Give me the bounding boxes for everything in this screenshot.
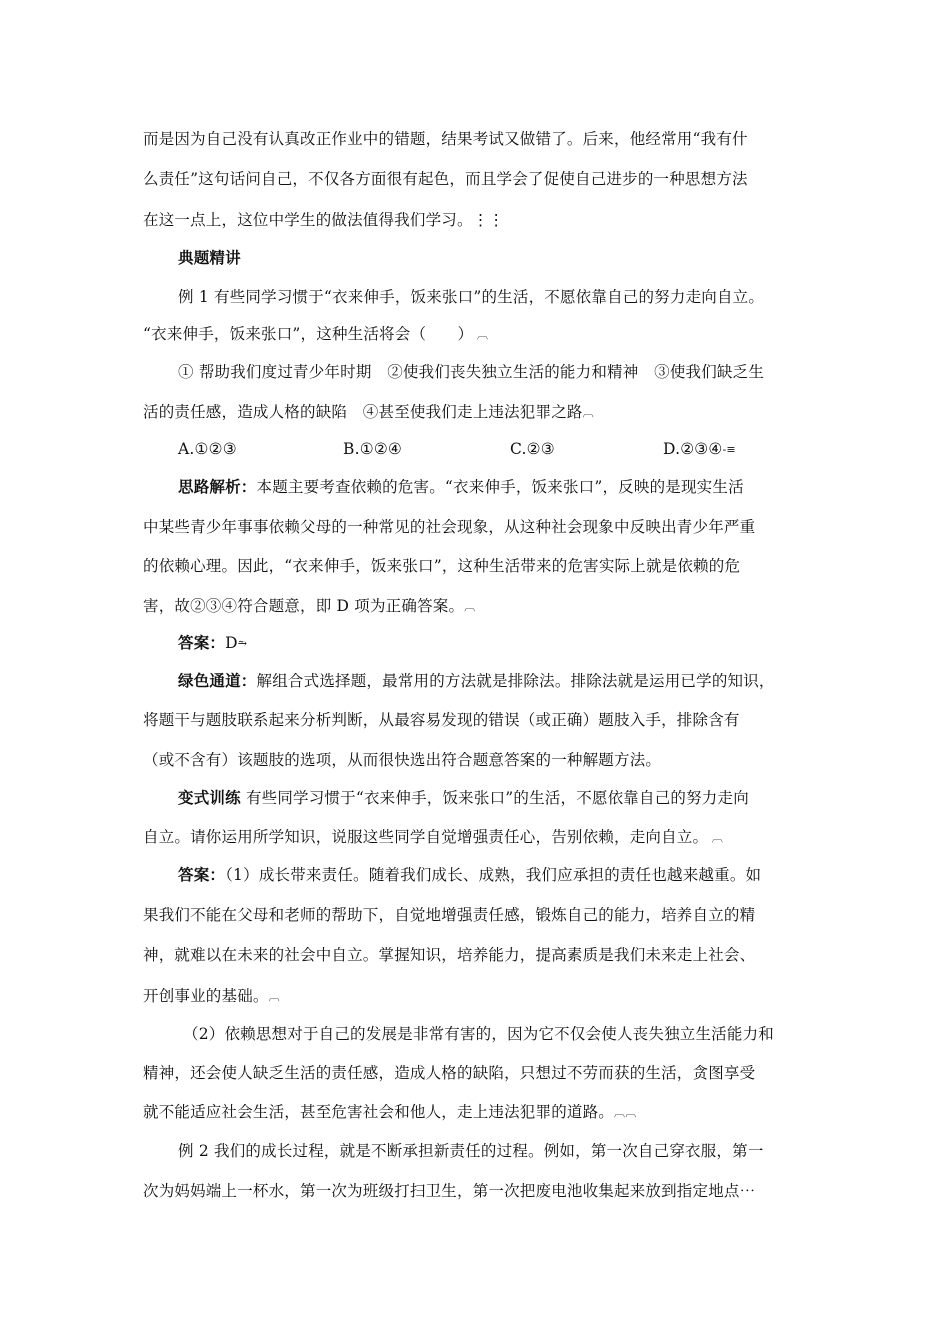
options-row xyxy=(178,439,798,459)
variant-text-1: 有些同学习惯于“衣来伸手，饭来张口”的生活，不愿依靠自己的努力走向 xyxy=(240,789,749,807)
analysis-line-3: 的依赖心理。因此，“衣来伸手，饭来张口”，这种生活带来的危害实际上就是依赖的危 xyxy=(143,557,741,575)
green-channel-text-1: 解组合式选择题，最常用的方法就是排除法。排除法就是运用已学的知识， xyxy=(256,672,775,690)
answer1-label: 答案： xyxy=(178,633,226,652)
answer1-line xyxy=(178,633,247,654)
paragraph-mark-icon: ︹ xyxy=(464,600,476,613)
option-b: B.①②④ xyxy=(343,440,403,458)
answer2-line-5: （2）依赖思想对于自己的发展是非常有害的，因为它不仅会使人丧失独立生活能力和 xyxy=(183,1025,774,1043)
option-a: A.①②③ xyxy=(178,440,237,458)
analysis-line-1 xyxy=(178,477,744,497)
example1-line-2 xyxy=(143,324,488,345)
variant-line-2 xyxy=(143,827,723,848)
example2-line-1: 例 2 我们的成长过程，就是不断承担新责任的过程。例如，第一次自己穿衣服，第一 xyxy=(178,1142,764,1160)
analysis-text-1: 本题主要考查依赖的危害。“衣来伸手，饭来张口”，反映的是现实生活 xyxy=(256,478,744,496)
analysis-line-4 xyxy=(143,596,475,617)
answer2-line-3: 神，就难以在未来的社会中自立。掌握知识，培养能力，提高素质是我们未来走上社会、 xyxy=(143,946,756,964)
choices-line-2-text: 活的责任感，造成人格的缺陷 ④甚至使我们走上违法犯罪之路 xyxy=(143,403,583,421)
paragraph-mark-icon: ︹ xyxy=(268,990,280,1003)
green-channel-line-1 xyxy=(178,671,775,691)
answer2-text-4: 开创事业的基础。 xyxy=(143,987,269,1005)
paragraph-mark-icon: ︹︹ xyxy=(614,1106,637,1119)
paragraph-mark-icon: -≡ xyxy=(722,443,736,456)
analysis-label: 思路解析： xyxy=(178,477,257,496)
choices-line-2 xyxy=(143,402,594,423)
variant-line-1 xyxy=(178,788,749,808)
example1-line-2-text: “衣来伸手，饭来张口”，这种生活将会（ ） xyxy=(143,325,474,343)
intro-line-1: 而是因为自己没有认真改正作业中的错题，结果考试又做错了。后来，他经常用“我有什 xyxy=(143,130,748,148)
choices-line-1: ① 帮助我们度过青少年时期 ②使我们丧失独立生活的能力和精神 ③使我们缺乏生 xyxy=(178,363,765,381)
answer2-line-7 xyxy=(143,1102,636,1123)
answer2-text-1: （1）成长带来责任。随着我们成长、成熟，我们应承担的责任也越来越重。如 xyxy=(225,866,762,884)
variant-text-2: 自立。请你运用所学知识，说服这些同学自觉增强责任心，告别依赖，走向自立。 xyxy=(143,828,709,846)
answer2-line-2: 果我们不能在父母和老师的帮助下，自觉地增强责任感，锻炼自己的能力，培养自立的精 xyxy=(143,906,756,924)
paragraph-mark-icon: ︹ xyxy=(473,328,489,341)
section-heading: 典题精讲 xyxy=(178,248,241,267)
answer1-value: D xyxy=(225,634,238,652)
paragraph-mark-icon: ︹ xyxy=(708,831,724,844)
answer2-line-6: 精神，还会使人缺乏生活的责任感，造成人格的缺陷，只想过不劳而获的生活，贪图享受 xyxy=(143,1064,756,1082)
example1-line-1: 例 1 有些同学习惯于“衣来伸手，饭来张口”的生活，不愿依靠自己的努力走向自立。 xyxy=(178,288,765,306)
variant-label: 变式训练 xyxy=(178,788,241,807)
answer2-text-7: 就不能适应社会生活，甚至危害社会和他人，走上违法犯罪的道路。 xyxy=(143,1103,615,1121)
analysis-text-4: 害，故②③④符合题意，即 D 项为正确答案。 xyxy=(143,597,465,615)
answer2-label: 答案： xyxy=(178,865,226,884)
option-c: C.②③ xyxy=(510,440,555,458)
green-channel-line-2: 将题干与题肢联系起来分析判断，从最容易发现的错误（或正确）题肢入手，排除含有 xyxy=(143,711,740,729)
answer2-line-1 xyxy=(178,865,761,885)
intro-line-2: 么责任”这句话问自己，不仅各方面很有起色，而且学会了促使自己进步的一种思想方法 xyxy=(143,170,748,188)
analysis-line-2: 中某些青少年事事依赖父母的一种常见的社会现象，从这种社会现象中反映出青少年严重 xyxy=(143,518,756,536)
option-d-text: D.②③④ xyxy=(663,440,723,458)
green-channel-label: 绿色通道： xyxy=(178,671,257,690)
green-channel-line-3: （或不含有）该题肢的选项，从而很快选出符合题意答案的一种解题方法。 xyxy=(143,751,662,769)
answer2-line-4 xyxy=(143,986,280,1007)
option-d xyxy=(663,439,736,460)
intro-line-3: 在这一点上，这位中学生的做法值得我们学习。⋮⋮ xyxy=(143,211,505,229)
paragraph-mark-icon: ⥲ xyxy=(237,637,248,650)
example2-line-2: 次为妈妈端上一杯水，第一次为班级打扫卫生，第一次把废电池收集起来放到指定地点⋯ xyxy=(143,1182,756,1200)
paragraph-mark-icon: ︹ xyxy=(582,406,594,419)
